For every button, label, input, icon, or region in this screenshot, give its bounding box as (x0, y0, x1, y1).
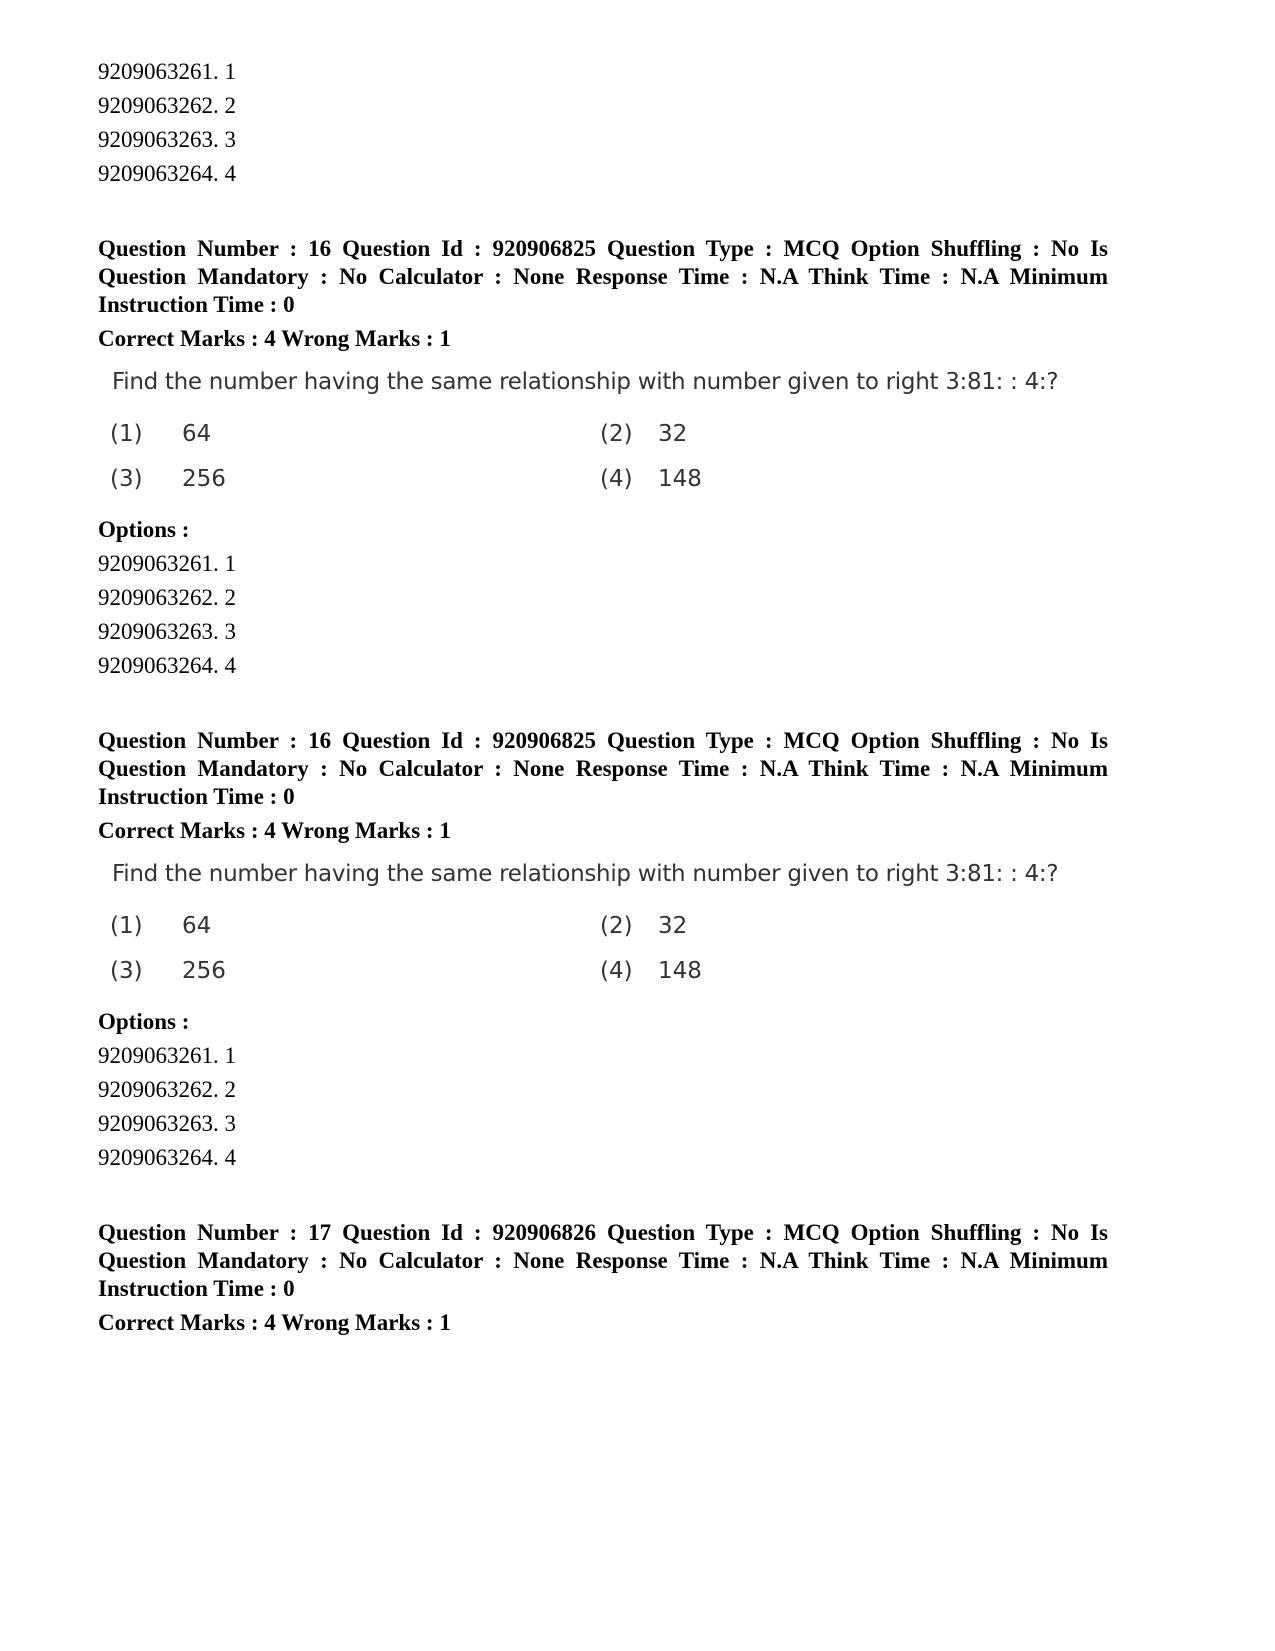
question-text: Find the number having the same relationship with number given to right 3:81: : 4:? (112, 369, 1059, 395)
document-page (98, 55, 1108, 1337)
choice-2: (2) 32 (600, 913, 688, 939)
option-line: 9209063264. 4 (98, 161, 236, 186)
question-block (98, 235, 1108, 683)
option-line: 9209063262. 2 (98, 585, 236, 610)
choice-4: (4) 148 (600, 958, 702, 984)
option-line: 9209063264. 4 (98, 653, 236, 678)
question-block (98, 1219, 1108, 1337)
option-line: 9209063261. 1 (98, 59, 236, 84)
choice-1: (1) 64 (110, 421, 212, 447)
choice-2: (2) 32 (600, 421, 688, 447)
question-header: Question Number : 16 Question Id : 920906825 Question Type : MCQ Option Shuffling : No Is Question Mandatory : No Calculator : None Response Time : N.A Think Time : N.A Minimum Instruction Time : 0 (98, 728, 1108, 809)
question-marks: Correct Marks : 4 Wrong Marks : 1 (98, 1310, 451, 1335)
question-image (98, 859, 1108, 997)
choice-3: (3) 256 (110, 466, 226, 492)
option-line: 9209063262. 2 (98, 1077, 236, 1102)
question-text: Find the number having the same relationship with number given to right 3:81: : 4:? (112, 861, 1059, 887)
option-line: 9209063261. 1 (98, 1043, 236, 1068)
question-header: Question Number : 17 Question Id : 920906826 Question Type : MCQ Option Shuffling : No Is Question Mandatory : No Calculator : None Response Time : N.A Think Time : N.A Minimum Instruction Time : 0 (98, 1220, 1108, 1301)
choice-1: (1) 64 (110, 913, 212, 939)
question-marks: Correct Marks : 4 Wrong Marks : 1 (98, 326, 451, 351)
option-line: 9209063263. 3 (98, 619, 236, 644)
choice-4: (4) 148 (600, 466, 702, 492)
options-list (98, 55, 1108, 191)
question-header: Question Number : 16 Question Id : 920906825 Question Type : MCQ Option Shuffling : No Is Question Mandatory : No Calculator : None Response Time : N.A Think Time : N.A Minimum Instruction Time : 0 (98, 236, 1108, 317)
question-image (98, 367, 1108, 505)
option-line: 9209063263. 3 (98, 127, 236, 152)
options-title: Options : (98, 1009, 190, 1034)
question-block (98, 727, 1108, 1175)
options-title: Options : (98, 517, 190, 542)
question-marks: Correct Marks : 4 Wrong Marks : 1 (98, 818, 451, 843)
option-line: 9209063264. 4 (98, 1145, 236, 1170)
choice-3: (3) 256 (110, 958, 226, 984)
option-line: 9209063263. 3 (98, 1111, 236, 1136)
option-line: 9209063262. 2 (98, 93, 236, 118)
option-line: 9209063261. 1 (98, 551, 236, 576)
